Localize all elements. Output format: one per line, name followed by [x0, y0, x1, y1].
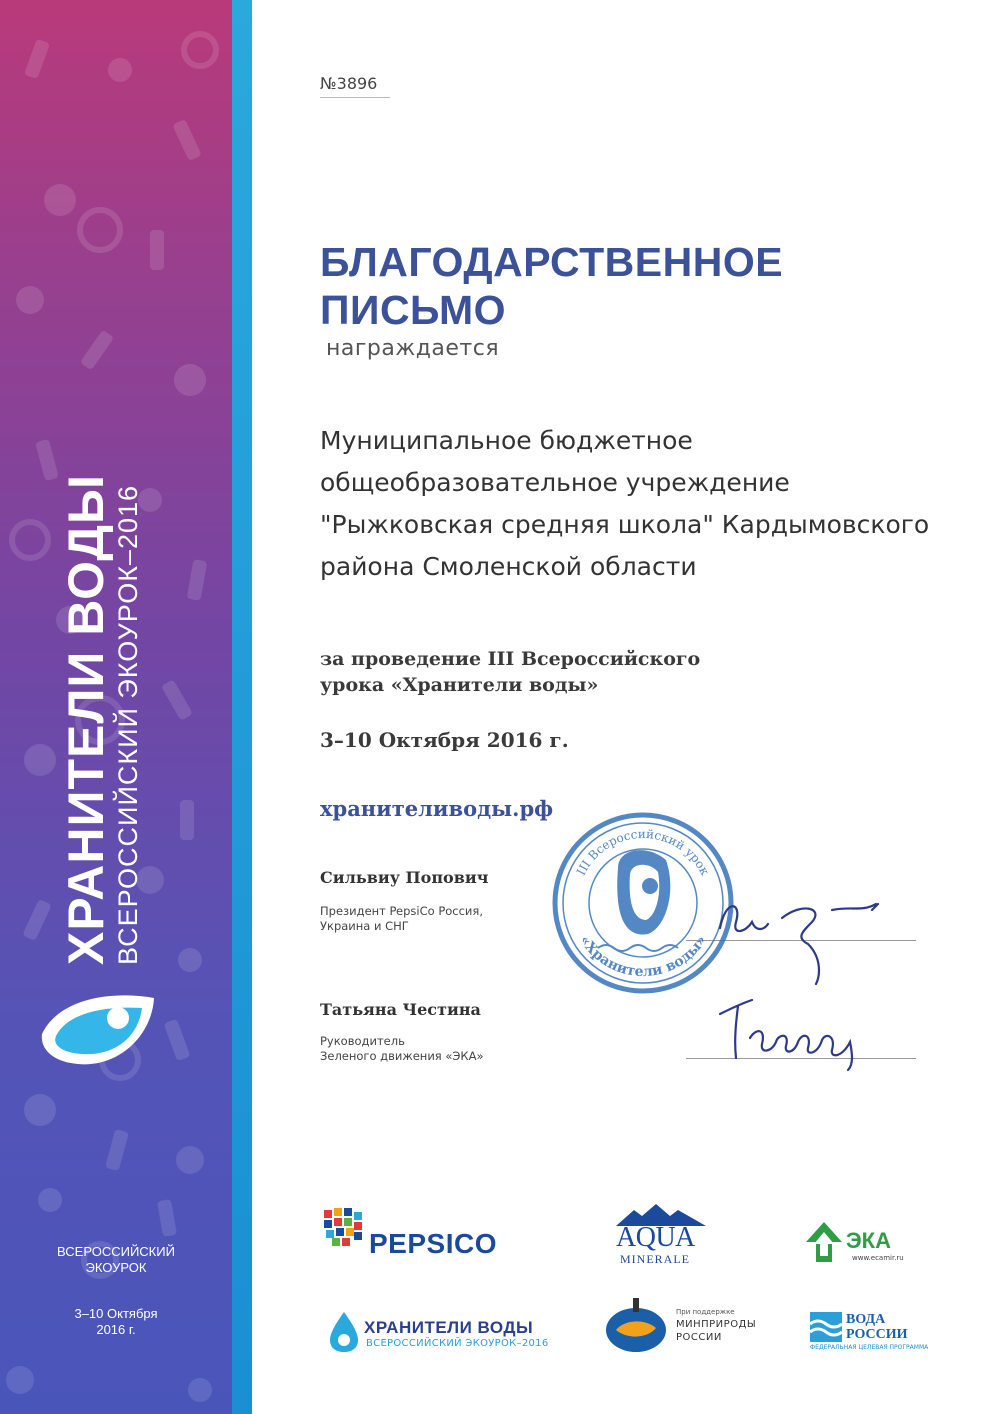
signatory-name-1: Сильвиу Попович	[320, 868, 489, 887]
signature-chestina	[716, 992, 866, 1072]
eka-logo-text: ЭКА	[846, 1228, 891, 1253]
title-line1: БЛАГОДАРСТВЕННОЕ	[320, 239, 784, 285]
eka-tree-icon	[806, 1222, 842, 1262]
hraniteli-logo-text: ХРАНИТЕЛИ ВОДЫ	[364, 1318, 534, 1337]
stamp-top-text: III Всероссийский урок	[573, 826, 713, 878]
minprirody-line2: РОССИИ	[676, 1332, 722, 1343]
event-dates: 3–10 Октября 2016 г.	[320, 728, 569, 752]
side-banner	[0, 0, 232, 1414]
recipient-line: района Смоленской области	[320, 552, 697, 581]
signatory-role-line: Украина и СНГ	[320, 919, 409, 933]
signatory-role-line: Зеленого движения «ЭКА»	[320, 1049, 484, 1063]
hraniteli-logo-subtext: ВСЕРОССИЙСКИЙ ЭКОУРОК–2016	[366, 1338, 549, 1349]
aqua-minerale-logo-text: AQUA	[616, 1222, 695, 1253]
recipient-line: "Рыжковская средняя школа" Кардымовского	[320, 510, 930, 539]
blue-accent-stripe	[232, 0, 252, 1414]
voda-rossii-subtext: ФЕДЕРАЛЬНАЯ ЦЕЛЕВАЯ ПРОГРАММА	[810, 1344, 929, 1351]
hraniteli-drop-icon	[330, 1312, 358, 1352]
banner-footer	[0, 1244, 232, 1276]
stamp-bottom-text: «Хранители воды»	[576, 932, 710, 981]
banner-title-main: ХРАНИТЕЛИ ВОДЫ	[58, 474, 114, 965]
awarded-label: награждается	[326, 336, 500, 361]
recipient-line: общеобразовательное учреждение	[320, 468, 790, 497]
pepsico-globe-icon	[322, 1206, 366, 1250]
website-link[interactable]: хранителиводы.рф	[320, 796, 554, 821]
certificate-number: №3896	[320, 74, 390, 98]
reason-line2: урока «Хранители воды»	[320, 674, 599, 696]
signatory-role-line: Президент PepsiCo Россия,	[320, 904, 483, 918]
title-line2: ПИСЬМО	[320, 287, 507, 333]
signatory-role-1	[320, 904, 483, 934]
voda-rossii-wave-icon	[810, 1312, 842, 1342]
minprirody-line1: МИНПРИРОДЫ	[676, 1319, 757, 1330]
voda-line1: ВОДА	[846, 1312, 886, 1327]
banner-footer-date2: 2016 г.	[96, 1322, 136, 1337]
banner-footer-dates	[0, 1306, 232, 1338]
award-reason	[320, 646, 700, 698]
pepsico-logo-text: PEPSICO	[369, 1228, 497, 1259]
signatory-name-2: Татьяна Честина	[320, 1000, 481, 1019]
aqua-minerale-subtext: MINERALE	[620, 1252, 690, 1266]
signatory-role-2	[320, 1034, 484, 1064]
banner-vertical-title	[60, 474, 144, 965]
voda-rossii-logo-text	[846, 1312, 908, 1342]
banner-footer-line2: ЭКОУРОК	[85, 1260, 147, 1275]
signature-popovich	[712, 888, 892, 988]
official-stamp	[548, 808, 738, 998]
recipient-line: Муниципальное бюджетное	[320, 426, 693, 455]
eka-website-text: www.ecamir.ru	[852, 1254, 904, 1262]
banner-footer-line1: ВСЕРОССИЙСКИЙ	[57, 1244, 175, 1259]
signatory-role-line: Руководитель	[320, 1034, 405, 1048]
minprirody-emblem-icon	[604, 1298, 668, 1354]
certificate-title	[320, 238, 783, 334]
banner-title-sub: ВСЕРОССИЙСКИЙ ЭКОУРОК–2016	[113, 484, 143, 965]
minprirody-support-text: При поддержке	[676, 1308, 735, 1316]
voda-line2: РОССИИ	[846, 1327, 908, 1342]
recipient-name	[320, 420, 929, 588]
banner-footer-date1: 3–10 Октября	[74, 1306, 158, 1321]
reason-line1: за проведение III Всероссийского	[320, 648, 701, 670]
water-drop-logo-icon	[38, 992, 158, 1072]
minprirody-logo-text	[676, 1318, 756, 1344]
